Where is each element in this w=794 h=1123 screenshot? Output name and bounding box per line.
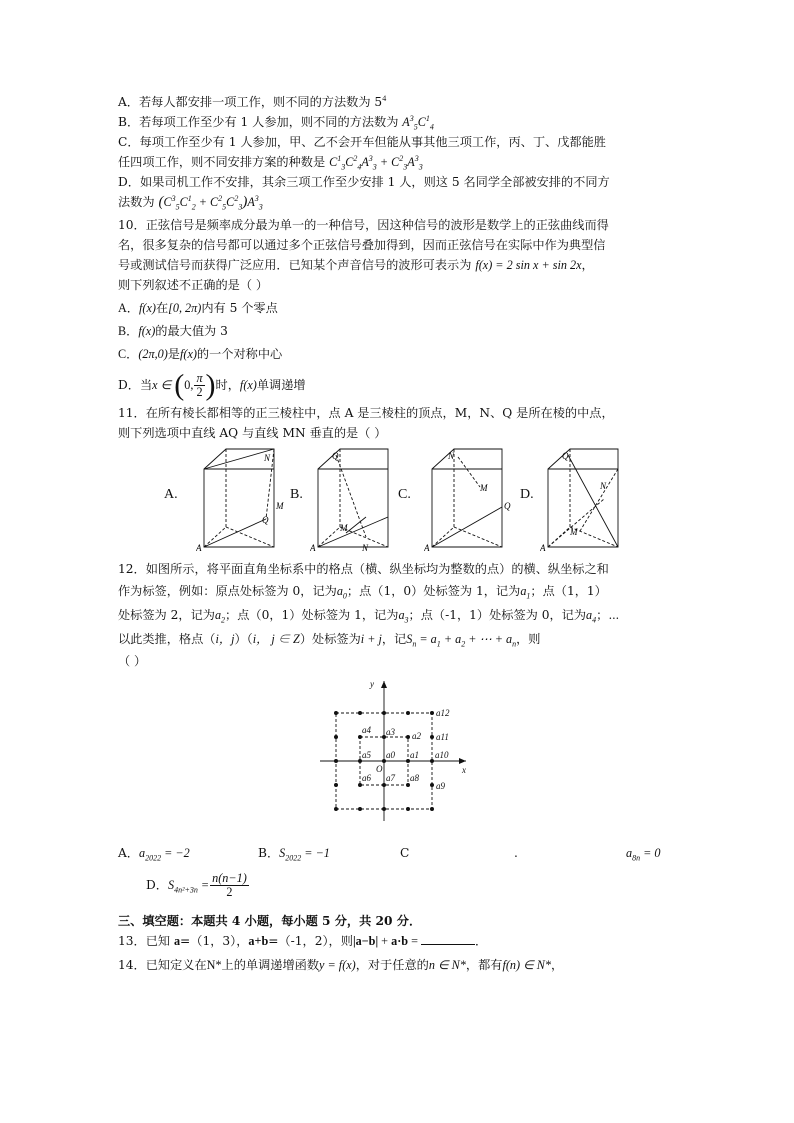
- q10-option-d: D．当x ∈ (0, $\frac{\pi}{2}$ )时，f(x)单调递增: [118, 368, 306, 402]
- q10-function-formula: f(x) = 2 sin x + sin 2x: [475, 258, 582, 272]
- q12-option-dot: .: [514, 846, 518, 860]
- prism-figure-c: [424, 447, 520, 551]
- q10-stem-line2: 名，很多复杂的信号都可以通过多个正弦信号叠加得到，因而正弦信号在实际中作为典型信: [118, 238, 606, 252]
- axis-x-label: x: [462, 765, 466, 775]
- point-m-label: M: [276, 501, 284, 511]
- q12-stem-line3: 处标签为 2，记为$a_2$；点（0，1）处标签为 1，记为$a_3$；点（-1，1）处标签为 0，记为$a_4$；⋯: [118, 608, 620, 625]
- point-n-label: N: [264, 453, 271, 463]
- q12-stem-line5: （ ）: [118, 654, 147, 668]
- q11-label-c: C.: [398, 487, 411, 502]
- q9-b-formula: $A^3_5C^1_4$: [402, 113, 434, 132]
- q11-label-b: B.: [290, 487, 303, 502]
- svg-text:A: A: [540, 543, 546, 551]
- svg-text:M: M: [340, 523, 348, 533]
- q13: 13．已知 a=（1，3），a+b=（-1，2），则|a−b| + a·b = ．: [118, 934, 488, 948]
- q10-option-b: B．f(x)的最大值为 3: [118, 324, 228, 338]
- point-a-label: A: [196, 543, 202, 551]
- q12-lattice-figure: [118, 677, 686, 839]
- label-a2: a2: [412, 731, 421, 741]
- q11-figure-row: [118, 447, 686, 555]
- q9-option-d-line2: 法数为 $(C^3_5C^1_2 + C^2_5C^2_3)A^3_3$: [118, 193, 263, 212]
- q10-option-a: A．f(x)在[0, 2π)内有 5 个零点: [118, 301, 278, 315]
- label-a9: a9: [436, 781, 445, 791]
- q10-option-c: C．(2π,0)是f(x)的一个对称中心: [118, 347, 283, 361]
- q14: 14．已知定义在N*上的单调递增函数y = f(x)，对于任意的n ∈ N*，都有f(n) ∈ N*，: [118, 958, 564, 972]
- lattice-diagram: [316, 677, 478, 837]
- label-a8: a8: [410, 773, 419, 783]
- label-a6: a6: [362, 773, 371, 783]
- q11-label-a: A.: [164, 487, 178, 502]
- q12-option-c-formula: $a_{8n} = 0$: [626, 846, 661, 863]
- q11-label-d: D.: [520, 487, 534, 502]
- label-a7: a7: [386, 773, 395, 783]
- svg-text:M: M: [480, 483, 488, 493]
- q12-option-d: D．$S_{4n^2+3n}$ = $\frac{n(n-1)}{2}$: [146, 871, 247, 899]
- label-a0: a0: [386, 750, 395, 760]
- q10-stem-line3: 号或测试信号而获得广泛应用．已知某个声音信号的波形可表示为 f(x) = 2 sin x + sin 2x，: [118, 258, 594, 272]
- svg-text:N: N: [600, 481, 607, 491]
- prism-figure-a: [196, 447, 286, 551]
- label-a12: a12: [436, 708, 450, 718]
- svg-text:M: M: [570, 527, 578, 537]
- q11-stem-line1: 11．在所有棱长都相等的正三棱柱中，点 A 是三棱柱的顶点，M，N、Q 是所在棱的中点，: [118, 406, 614, 420]
- svg-text:A: A: [310, 543, 316, 551]
- svg-text:A: A: [424, 543, 430, 551]
- q12-stem-line2: 作为标签，例如：原点处标签为 0，记为$a_0$；点（1，0）处标签为 1，记为$a_1$；点（1，1）: [118, 584, 607, 601]
- label-a10: a10: [435, 750, 449, 760]
- svg-text:Q: Q: [332, 451, 339, 461]
- axis-y-label: y: [370, 679, 374, 689]
- q9-option-c-line2: 任四项工作，则不同安排方案的种数是 $C^1_3C^2_4A^3_3 + C^2_3A^3_3$: [118, 153, 423, 172]
- q9-c-formula: $C^1_3C^2_4A^3_3 + C^2_3A^3_3$: [329, 153, 423, 172]
- svg-text:Q: Q: [504, 501, 511, 511]
- prism-figure-b: [310, 447, 396, 551]
- section3-title: 三、填空题：本题共 4 小题，每小题 5 分，共 20 分．: [118, 914, 422, 928]
- q9-d-formula: $(C^3_5C^1_2 + C^2_5C^2_3)A^3_3$: [158, 193, 263, 212]
- label-a1: a1: [410, 750, 419, 760]
- label-a11: a11: [436, 732, 449, 742]
- point-q-label: Q: [262, 515, 269, 525]
- q13-answer-blank[interactable]: [421, 932, 475, 945]
- label-a4: a4: [362, 725, 371, 735]
- q9-option-d-line1: D．如果司机工作不安排，其余三项工作至少安排 1 人，则这 5 名同学全部被安排的不同方: [118, 175, 610, 189]
- label-a5: a5: [362, 750, 371, 760]
- svg-text:Q: Q: [562, 451, 569, 461]
- svg-text:N: N: [448, 451, 455, 461]
- q12-options-row: [118, 843, 686, 865]
- label-a3: a3: [386, 727, 395, 737]
- q9-option-b: B．若每项工作至少有 1 人参加，则不同的方法数为 $A^3_5C^1_4$: [118, 113, 434, 132]
- q12-stem-line4: 以此类推，格点（i，j）（i， j ∈ Z）处标签为i + j，记$S_n = a_1 + a_2$ + ⋯ + $a_n$，则: [118, 632, 541, 649]
- q10-stem-line1: 10．正弦信号是频率成分最为单一的一种信号，因这种信号的波形是数学上的正弦曲线而得: [118, 218, 609, 232]
- q12-stem-line1: 12．如图所示，将平面直角坐标系中的格点（横、纵坐标均为整数的点）的横、纵坐标之和: [118, 562, 609, 576]
- q12-option-a: A．$a_{2022} = -2$: [118, 846, 190, 863]
- q10-stem-line4: 则下列叙述不正确的是（ ）: [118, 278, 269, 292]
- q12-option-b: B．$S_{2022} = -1$: [258, 846, 330, 863]
- origin-label: O: [376, 764, 383, 774]
- q12-option-c: C: [400, 846, 410, 860]
- prism-figure-d: [540, 447, 630, 551]
- q11-stem-line2: 则下列选项中直线 AQ 与直线 MN 垂直的是（ ）: [118, 426, 387, 440]
- q9-option-c-line1: C．每项工作至少有 1 人参加，甲、乙不会开车但能从事其他三项工作，丙、丁、戊都能胜: [118, 135, 606, 149]
- q9-option-a: A．若每人都安排一项工作，则不同的方法数为 $5^4$: [118, 93, 387, 109]
- svg-text:N: N: [362, 543, 369, 551]
- exam-page: [118, 92, 686, 975]
